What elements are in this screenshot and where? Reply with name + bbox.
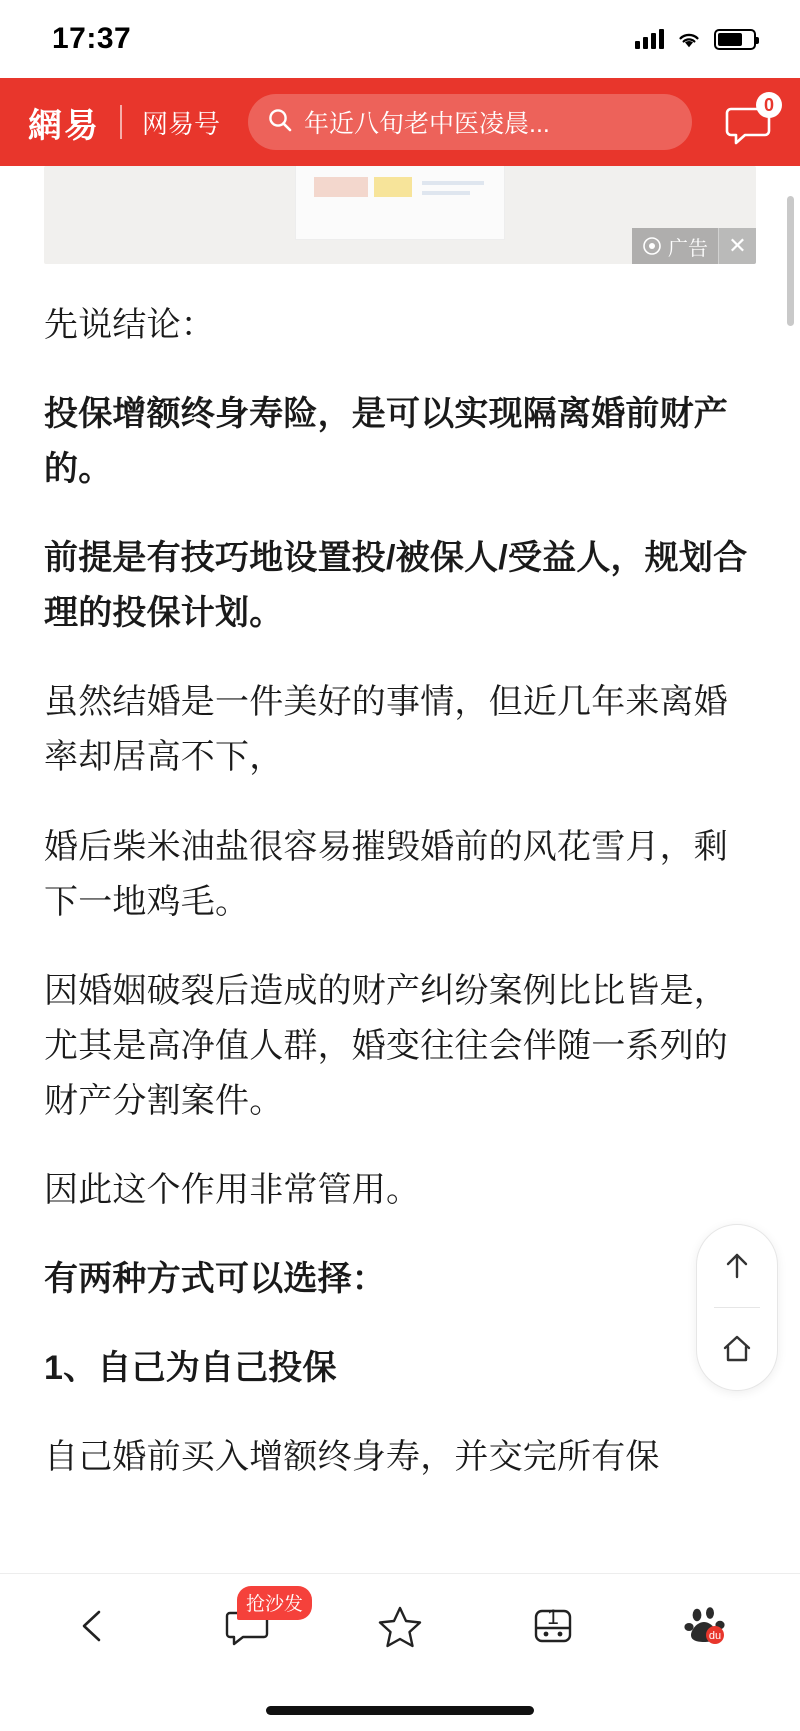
floating-action-buttons: [696, 1224, 778, 1391]
app-switcher-button[interactable]: [517, 1590, 589, 1662]
cellular-signal-icon: [635, 29, 664, 49]
search-query-text: 年近八旬老中医凌晨...: [304, 110, 550, 138]
back-button[interactable]: [58, 1590, 130, 1662]
star-icon: [377, 1603, 423, 1649]
article-content[interactable]: [0, 166, 800, 1573]
netease-logo[interactable]: 網易: [28, 107, 100, 145]
article-paragraph: 因此这个作用非常管用。: [44, 1170, 421, 1209]
article-paragraph: 1、自己为自己投保: [44, 1349, 337, 1388]
baidu-paw-icon: [682, 1602, 730, 1650]
favorite-button[interactable]: [364, 1590, 436, 1662]
arrow-up-icon: [717, 1246, 757, 1286]
sub-brand-label[interactable]: 网易号: [142, 108, 221, 139]
browser-button[interactable]: [670, 1590, 742, 1662]
search-icon: [266, 106, 294, 139]
status-icons: [635, 29, 756, 50]
scrollbar[interactable]: [787, 196, 794, 326]
article-paragraph: 投保增额终身寿险，是可以实现隔离婚前财产的。: [44, 395, 728, 489]
status-bar: [0, 0, 800, 78]
search-input[interactable]: [248, 94, 692, 150]
comment-button[interactable]: [211, 1590, 304, 1662]
ad-label[interactable]: [632, 228, 718, 264]
article-paragraph: 先说结论：: [44, 306, 215, 344]
bottom-toolbar: [0, 1573, 800, 1677]
ad-label-group: [632, 228, 756, 264]
ad-label-text: 广告: [668, 237, 708, 260]
advertisement-banner[interactable]: [44, 166, 756, 264]
article-paragraph: 前提是有技巧地设置投/被保人/受益人，规划合理的投保计划。: [44, 539, 748, 633]
svg-text:du: du: [708, 1629, 722, 1642]
wifi-icon: [676, 29, 702, 49]
home-indicator[interactable]: [266, 1706, 534, 1715]
app-count: 1: [547, 1605, 559, 1629]
article-body: [0, 264, 800, 1485]
logo-divider: [120, 105, 122, 139]
article-paragraph: 自己婚前买入增额终身寿，并交完所有保: [44, 1438, 660, 1477]
home-indicator-area: [0, 1677, 800, 1731]
app-header: [0, 78, 800, 166]
ad-image: [295, 166, 505, 240]
status-time: 17:37: [52, 22, 132, 55]
comment-badge: 抢沙发: [237, 1586, 312, 1620]
home-button[interactable]: [696, 1308, 778, 1390]
ad-info-icon: [642, 236, 662, 256]
home-icon: [717, 1329, 757, 1369]
close-icon[interactable]: ✕: [718, 228, 756, 264]
message-icon[interactable]: [722, 96, 774, 148]
battery-icon: [714, 29, 756, 50]
scroll-to-top-button[interactable]: [696, 1225, 778, 1307]
article-paragraph: 有两种方式可以选择：: [44, 1260, 386, 1299]
article-paragraph: 婚后柴米油盐很容易摧毁婚前的风花雪月，剩下一地鸡毛。: [44, 827, 728, 921]
article-paragraph: 虽然结婚是一件美好的事情，但近几年来离婚率却居高不下，: [44, 683, 728, 777]
back-chevron-icon: [73, 1605, 115, 1647]
message-badge: 0: [756, 92, 782, 118]
article-paragraph: 因婚姻破裂后造成的财产纠纷案例比比皆是，尤其是高净值人群，婚变往往会伴随一系列的财产分割案件。: [44, 971, 728, 1120]
